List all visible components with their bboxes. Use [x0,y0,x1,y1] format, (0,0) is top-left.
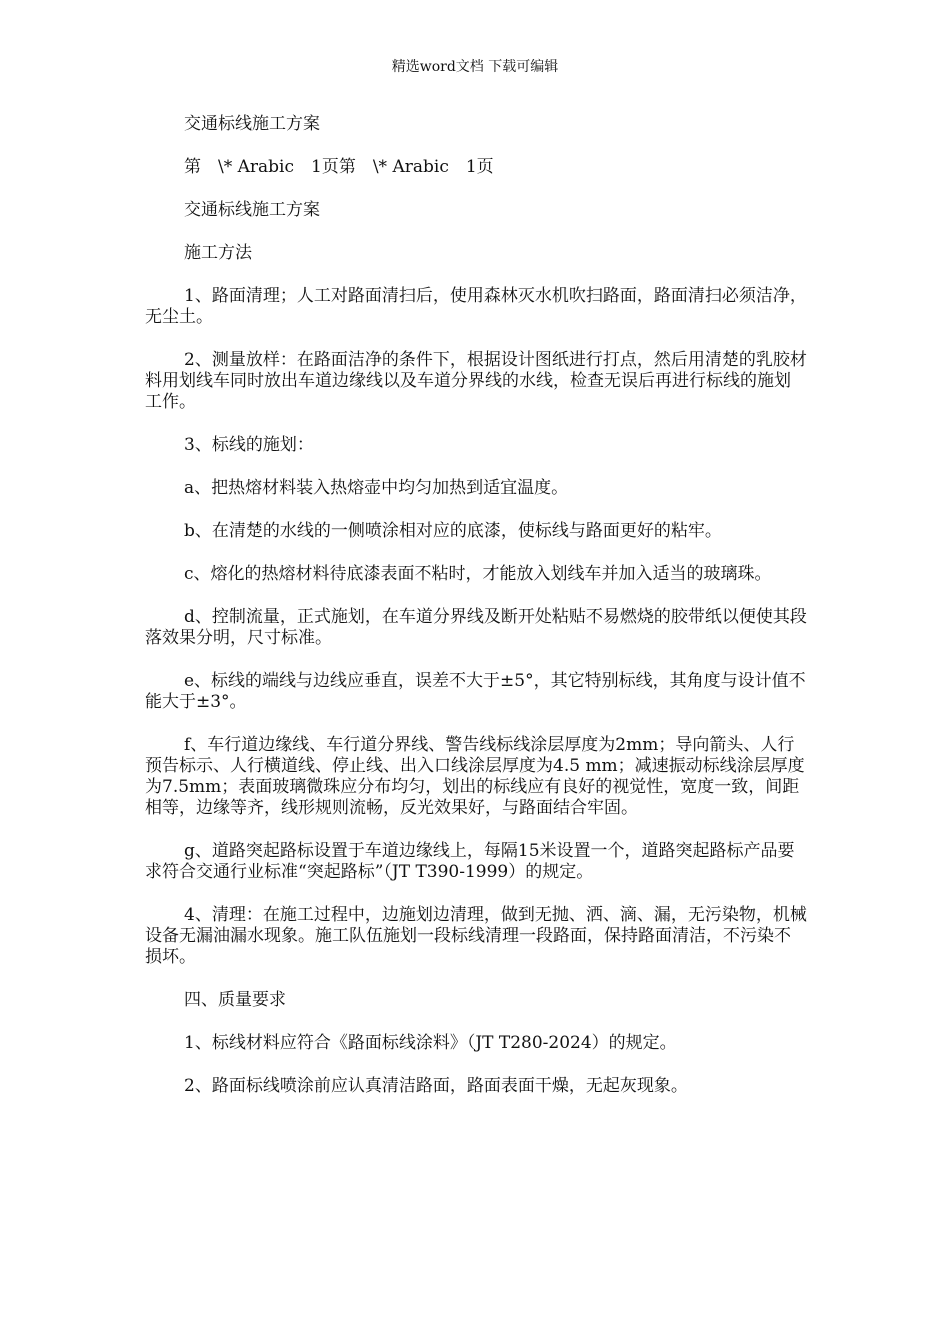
paragraph-section-quality: 四、质量要求 [184,990,286,1010]
document-body [145,114,807,1119]
paragraph-item-a: a、把热熔材料装入热熔壶中均匀加热到适宜温度。 [184,478,569,498]
paragraph-item-4: 4、清理：在施工过程中，边施划边清理，做到无抛、洒、滴、漏，无污染物，机械设备无漏油漏水现象。施工队伍施划一段标线清理一段路面，保持路面清洁，不污染不损坏。 [145,905,807,967]
paragraph-item-f: f、车行道边缘线、车行道分界线、警告线标线涂层厚度为2mm；导向箭头、人行预告标示、人行横道线、停止线、出入口线涂层厚度为4.5 mm；减速振动标线涂层厚度为7.5mm；表面玻璃微珠应分布均匀，划出的标线应有良好的视觉性，宽度一致，间距相等，边缘等齐，线形规则流畅，反光效果好，与路面结合牢固。 [145,735,805,818]
paragraph-quality-2: 2、路面标线喷涂前应认真清洁路面，路面表面干燥，无起灰现象。 [184,1076,688,1096]
paragraph-item-2: 2、测量放样：在路面洁净的条件下，根据设计图纸进行打点，然后用清楚的乳胶材料用划线车同时放出车道边缘线以及车道分界线的水线，检查无误后再进行标线的施划工作。 [145,350,807,412]
paragraph-page-field: 第 \* Arabic 1页第 \* Arabic 1页 [184,157,494,177]
paragraph-item-1: 1、路面清理；人工对路面清扫后，使用森林灭水机吹扫路面，路面清扫必须洁净，无尘土。 [145,286,807,327]
paragraph-item-e: e、标线的端线与边线应垂直，误差不大于±5°，其它特别标线，其角度与设计值不能大于±3°。 [145,671,806,712]
paragraph-item-3: 3、标线的施划： [184,435,314,455]
paragraph-title: 交通标线施工方案 [184,114,320,134]
paragraph-item-b: b、在清楚的水线的一侧喷涂相对应的底漆，使标线与路面更好的粘牢。 [184,521,722,541]
paragraph-quality-1: 1、标线材料应符合《路面标线涂料》（JT T280-2024）的规定。 [184,1033,677,1053]
paragraph-item-c: c、熔化的热熔材料待底漆表面不粘时，才能放入划线车并加入适当的玻璃珠。 [184,564,772,584]
paragraph-item-d: d、控制流量，正式施划，在车道分界线及断开处粘贴不易燃烧的胶带纸以便使其段落效果分明，尺寸标准。 [145,607,807,648]
paragraph-section-method: 施工方法 [184,243,252,263]
paragraph-title-repeat: 交通标线施工方案 [184,200,320,220]
paragraph-item-g: g、道路突起路标设置于车道边缘线上，每隔15米设置一个，道路突起路标产品要求符合交通行业标准“突起路标”（JT T390-1999）的规定。 [145,841,795,882]
page-header: 精选word文档 下载可编辑 [391,59,559,75]
